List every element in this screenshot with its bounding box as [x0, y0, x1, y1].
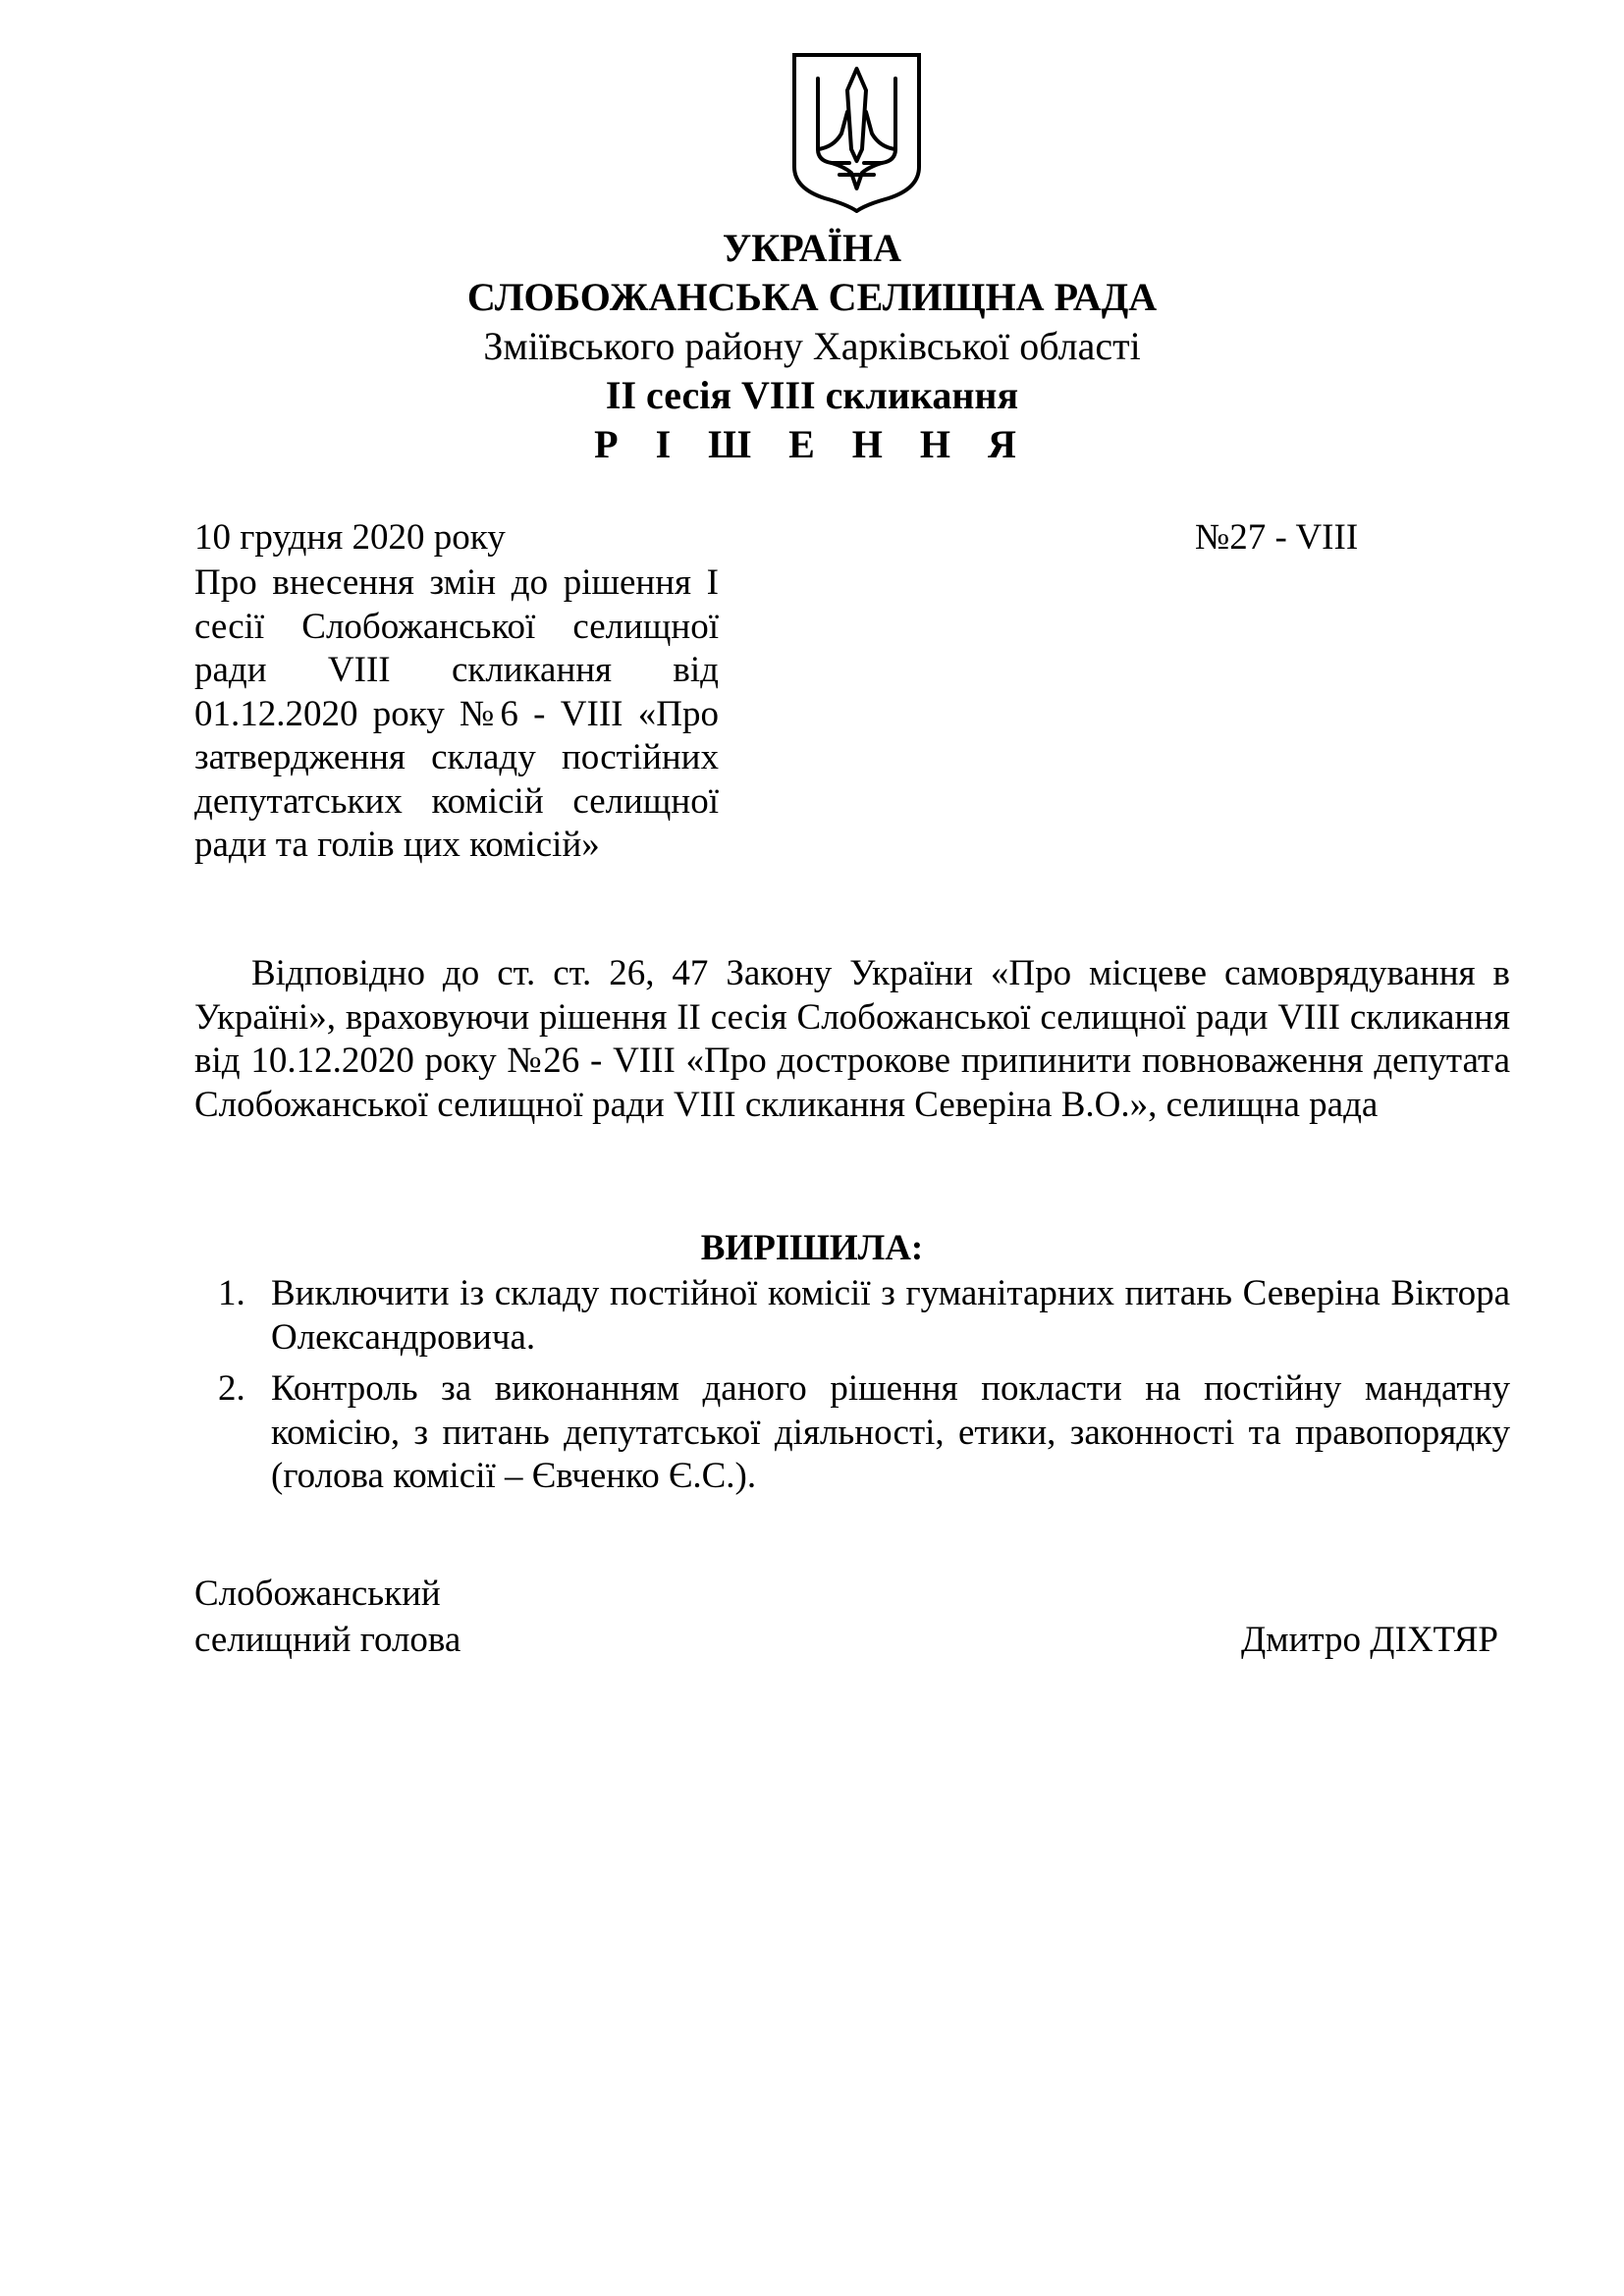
- signatory-name: Дмитро ДІХТЯР: [1240, 1620, 1498, 1660]
- ukraine-trident-emblem-icon: [790, 51, 923, 213]
- decision-item-text: Виключити із складу постійної комісії з гуманітарних питань Северіна Віктора Олександровича.: [271, 1273, 1510, 1358]
- decision-number: №27 - VIII: [1195, 517, 1359, 558]
- decision-item-text: Контроль за виконанням даного рішення покласти на постійну мандатну комісію, з питань депутатської діяльності, етики, законності та правопорядку (голова комісії – Євченко Є.С.).: [271, 1368, 1510, 1496]
- district-title: Зміївського району Харківської області: [483, 324, 1141, 368]
- decision-item: [194, 1367, 1510, 1499]
- signatory-title-line2: селищний голова: [194, 1620, 461, 1660]
- decision-subject: Про внесення змін до рішення І сесії Слобожанської селищної ради VIII скликання від 01.12.2020 року №6 - VIII «Про затвердження складу постійних депутатських комісій селищної ради та голів цих комісій»: [194, 562, 719, 865]
- decision-item-number: 2.: [218, 1368, 245, 1409]
- document-type-title: Р І Ш Е Н Н Я: [594, 422, 1030, 466]
- session-title: ІІ сесія VIII скликання: [605, 373, 1019, 417]
- signatory-title: [194, 1571, 460, 1663]
- preamble-paragraph: Відповідно до ст. ст. 26, 47 Закону України «Про місцеве самоврядування в Україні», враховуючи рішення ІІ сесія Слобожанської селищної ради VIII скликання від 10.12.2020 року №26 - VIII «Про дострокове припинити повноваження депутата Слобожанської селищної ради VIII скликання Северіна В.О.», селищна рада: [194, 953, 1510, 1125]
- country-title: УКРАЇНА: [722, 226, 902, 270]
- decision-date: 10 грудня 2020 року: [194, 517, 506, 558]
- resolved-heading: ВИРІШИЛА:: [700, 1228, 924, 1268]
- council-title: СЛОБОЖАНСЬКА СЕЛИЩНА РАДА: [466, 275, 1158, 319]
- decision-item: [194, 1272, 1510, 1360]
- signatory-title-line1: Слобожанський: [194, 1574, 441, 1614]
- decision-item-number: 1.: [218, 1273, 245, 1313]
- document-header: [0, 224, 1624, 469]
- decisions-list: [194, 1272, 1510, 1507]
